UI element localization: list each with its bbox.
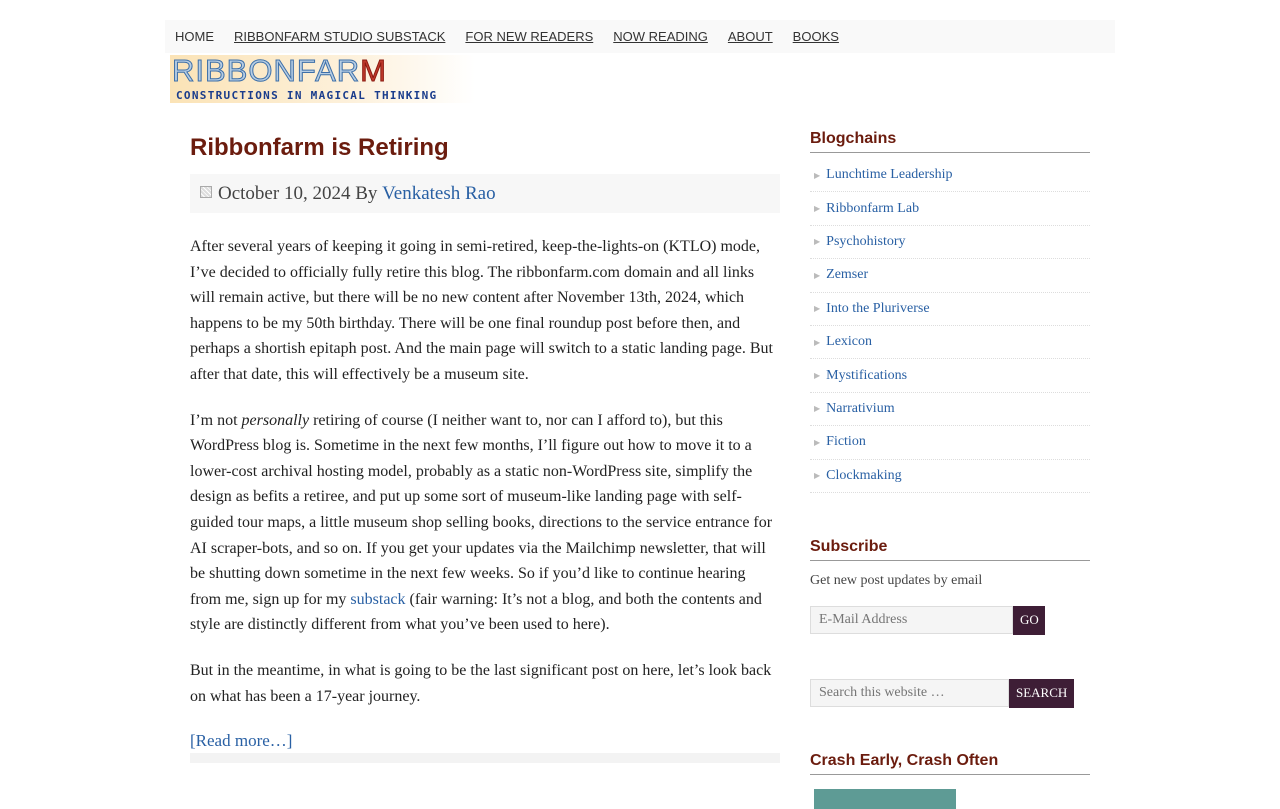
blogchain-item [810, 226, 1090, 259]
blogchain-item [810, 460, 1090, 493]
logo-tagline: CONSTRUCTIONS IN MAGICAL THINKING [176, 89, 438, 102]
nav-now-reading[interactable]: NOW READING [613, 29, 708, 44]
arrow-icon: ▶ [814, 404, 821, 414]
blogchain-item [810, 159, 1090, 192]
book-cover-image[interactable] [814, 789, 956, 809]
subscribe-title: Subscribe [810, 538, 1090, 561]
blogchain-link[interactable]: Fiction [826, 434, 866, 450]
blogchain-item [810, 192, 1090, 225]
nav-home[interactable]: HOME [175, 29, 214, 44]
main-nav [165, 20, 1115, 53]
arrow-icon: ▶ [814, 170, 821, 180]
post-title[interactable]: Ribbonfarm is Retiring [190, 134, 449, 161]
nav-about[interactable]: ABOUT [727, 29, 773, 44]
arrow-icon: ▶ [814, 304, 821, 314]
by-label: By [355, 182, 378, 204]
arrow-icon: ▶ [814, 204, 821, 214]
logo-title: RIBBONFARM [172, 55, 387, 88]
blogchain-item [810, 293, 1090, 326]
blogchain-link[interactable]: Psychohistory [826, 233, 906, 249]
search-button[interactable]: SEARCH [1009, 679, 1074, 708]
paragraph-1: After several years of keeping it going in semi-retired, keep-the-lights-on (KTLO) mode, I’ve decided to officially fully retire this blog. The ribbonfarm.com domain and all links will remain active, but there will be no new content after November 13th, 2024, which happens to be my 50th birthday. There will be one final roundup post before then, and perhaps a shortish epitaph post. And the main page will switch to a static landing page. But after that date, this will effectively be a museum site. [190, 238, 773, 383]
nav-new-readers[interactable]: FOR NEW READERS [465, 29, 594, 44]
crash-title: Crash Early, Crash Often [810, 752, 1090, 775]
blogchain-link[interactable]: Lexicon [826, 334, 873, 350]
blogchain-item [810, 393, 1090, 426]
post-meta [190, 174, 780, 213]
arrow-icon: ▶ [814, 437, 821, 447]
post [190, 130, 780, 763]
blogchain-item [810, 426, 1090, 459]
arrow-icon: ▶ [814, 471, 821, 481]
post-date: October 10, 2024 [218, 182, 351, 204]
blogchain-item [810, 359, 1090, 392]
calendar-icon [200, 186, 212, 198]
blogchain-item [810, 326, 1090, 359]
post-footer-bar [190, 753, 780, 763]
arrow-icon: ▶ [814, 337, 821, 347]
blogchain-link[interactable]: Ribbonfarm Lab [826, 200, 920, 216]
substack-link[interactable]: substack [350, 590, 406, 608]
blogchain-link[interactable]: Zemser [826, 267, 869, 283]
paragraph-2: I’m not personally retiring of course (I neither want to, nor can I afford to), but this WordPress blog is. Sometime in the next few months, I’ll figure out how to move it to a lower-cost archival hosting model, probably as a static non-WordPress site, simplify the design as befits a retiree, and put up some sort of museum-like landing page with self-guided tour maps, a little museum shop selling books, directions to the service entrance for AI scraper-bots, and so on. If you get your updates via the Mailchimp newsletter, that will be shutting down sometime in the next few weeks. So if you’d like to continue hearing from me, sign up for my substack (fair warning: It’s not a blog, and both the contents and style are distinctly different from what you’ve been used to here). [190, 411, 773, 634]
author-link[interactable]: Venkatesh Rao [382, 182, 496, 204]
search-input[interactable] [810, 679, 1009, 707]
nav-books[interactable]: BOOKS [792, 29, 839, 44]
blogchain-item [810, 259, 1090, 292]
nav-substack[interactable]: RIBBONFARM STUDIO SUBSTACK [234, 29, 446, 44]
blogchain-link[interactable]: Narrativium [826, 400, 895, 416]
blogchain-link[interactable]: Clockmaking [826, 467, 902, 483]
sidebar [810, 130, 1090, 809]
arrow-icon: ▶ [814, 270, 821, 280]
read-more-link[interactable]: [Read more…] [190, 731, 293, 751]
subscribe-text: Get new post updates by email [810, 572, 983, 588]
blogchain-link[interactable]: Into the Pluriverse [826, 300, 930, 316]
blogchain-link[interactable]: Lunchtime Leadership [826, 167, 953, 183]
blogchains-list [810, 159, 1090, 493]
email-input[interactable] [810, 606, 1013, 634]
arrow-icon: ▶ [814, 237, 821, 247]
site-logo[interactable] [170, 55, 475, 103]
go-button[interactable]: GO [1013, 606, 1045, 635]
arrow-icon: ▶ [814, 371, 821, 381]
blogchain-link[interactable]: Mystifications [826, 367, 908, 383]
blogchains-title: Blogchains [810, 130, 1090, 153]
paragraph-3: But in the meantime, in what is going to be the last significant post on here, let’s look back on what has been a 17-year journey. [190, 661, 772, 705]
